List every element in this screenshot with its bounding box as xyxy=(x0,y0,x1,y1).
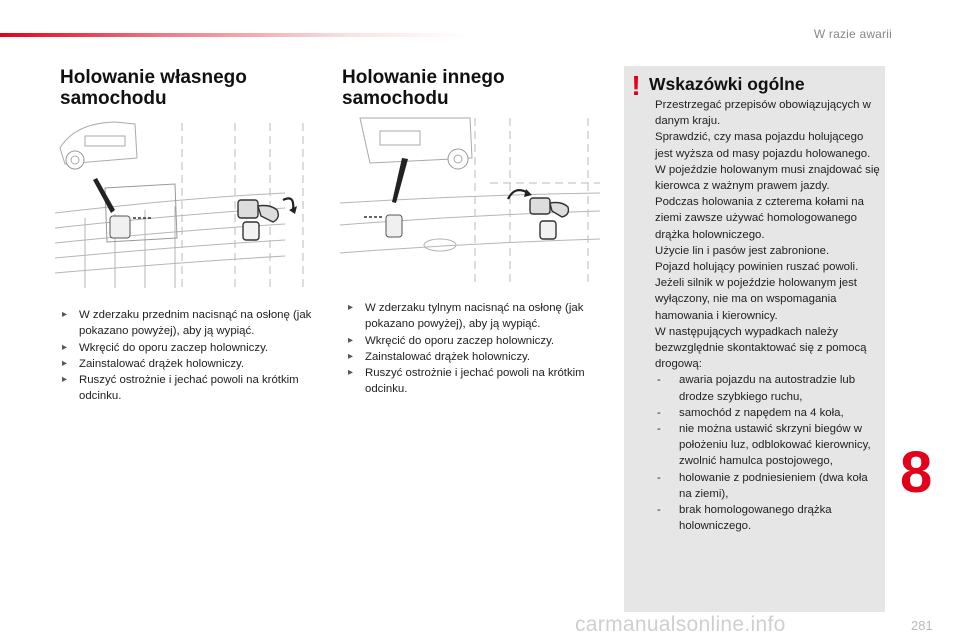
step-1: ▸ W zderzaku tylnym nacisnąć na osłonę (jak pokazano powyżej), aby ją wypiąć. xyxy=(348,300,606,333)
warning-exclamation-icon: ! xyxy=(631,70,641,101)
step-4: ▸ Ruszyć ostrożnie i jechać powoli na krótkim odcinku. xyxy=(348,365,606,398)
case-item: - holowanie z podniesieniem (dwa koła na ziemi), xyxy=(655,470,883,502)
case-item: - samochód z napędem na 4 koła, xyxy=(655,405,883,421)
general-tips-body xyxy=(655,97,883,534)
rear-towing-illustration xyxy=(340,113,605,288)
steps-list-own-vehicle xyxy=(62,307,320,405)
case-item: - awaria pojazdu na autostradzie lub drodze szybkiego ruchu, xyxy=(655,372,883,404)
step-3: ▸ Zainstalować drążek holowniczy. xyxy=(348,349,606,365)
tip-paragraph: Przestrzegać przepisów obowiązujących w danym kraju. xyxy=(655,99,871,128)
chapter-number: 8 xyxy=(900,440,933,505)
section-title-other-vehicle: Holowanie innego samochodu xyxy=(342,67,505,109)
page-number: 281 xyxy=(911,618,933,633)
tip-paragraph: W następujących wypadkach należy bezwzględnie skontaktować się z pomocą drogową: xyxy=(655,325,867,371)
case-item: - nie można ustawić skrzyni biegów w położeniu luz, odblokować kierownicy, zwolnić hamulca postojowego, xyxy=(655,421,883,470)
step-2: ▸ Wkręcić do oporu zaczep holowniczy. xyxy=(62,340,320,356)
step-1: ▸ W zderzaku przednim nacisnąć na osłonę (jak pokazano powyżej), aby ją wypiąć. xyxy=(62,307,320,340)
tip-paragraph: Jeżeli silnik w pojeździe holowanym jest wyłączony, nie ma on wspomagania hamowania i kierownicy. xyxy=(655,277,857,322)
section-title-own-vehicle: Holowanie własnego samochodu xyxy=(60,67,247,109)
tip-paragraph: Podczas holowania z czterema kołami na ziemi zawsze używać homologowanego drążka holowniczego. xyxy=(655,196,864,241)
step-4: ▸ Ruszyć ostrożnie i jechać powoli na krótkim odcinku. xyxy=(62,372,320,405)
assistance-cases-list xyxy=(655,372,883,534)
tip-paragraph: Użycie lin i pasów jest zabronione. xyxy=(655,244,830,257)
front-bumper-drawing xyxy=(55,118,320,293)
running-title: W razie awarii xyxy=(813,27,892,41)
rear-bumper-drawing xyxy=(340,113,605,288)
header-accent-bar xyxy=(0,33,470,37)
tip-paragraph: W pojeździe holowanym musi znajdować się kierowca z ważnym prawem jazdy. xyxy=(655,163,880,193)
watermark: carmanualsonline.info xyxy=(575,613,786,636)
general-tips-title: Wskazówki ogólne xyxy=(649,74,805,94)
step-3: ▸ Zainstalować drążek holowniczy. xyxy=(62,356,320,372)
tip-paragraph: Pojazd holujący powinien ruszać powoli. xyxy=(655,261,859,274)
tip-paragraph: Sprawdzić, czy masa pojazdu holującego jest wyższa od masy pojazdu holowanego. xyxy=(655,131,871,160)
step-2: ▸ Wkręcić do oporu zaczep holowniczy. xyxy=(348,333,606,349)
front-towing-illustration xyxy=(55,118,320,293)
steps-list-other-vehicle xyxy=(348,300,606,398)
case-item: - brak homologowanego drążka holowniczego. xyxy=(655,502,883,534)
